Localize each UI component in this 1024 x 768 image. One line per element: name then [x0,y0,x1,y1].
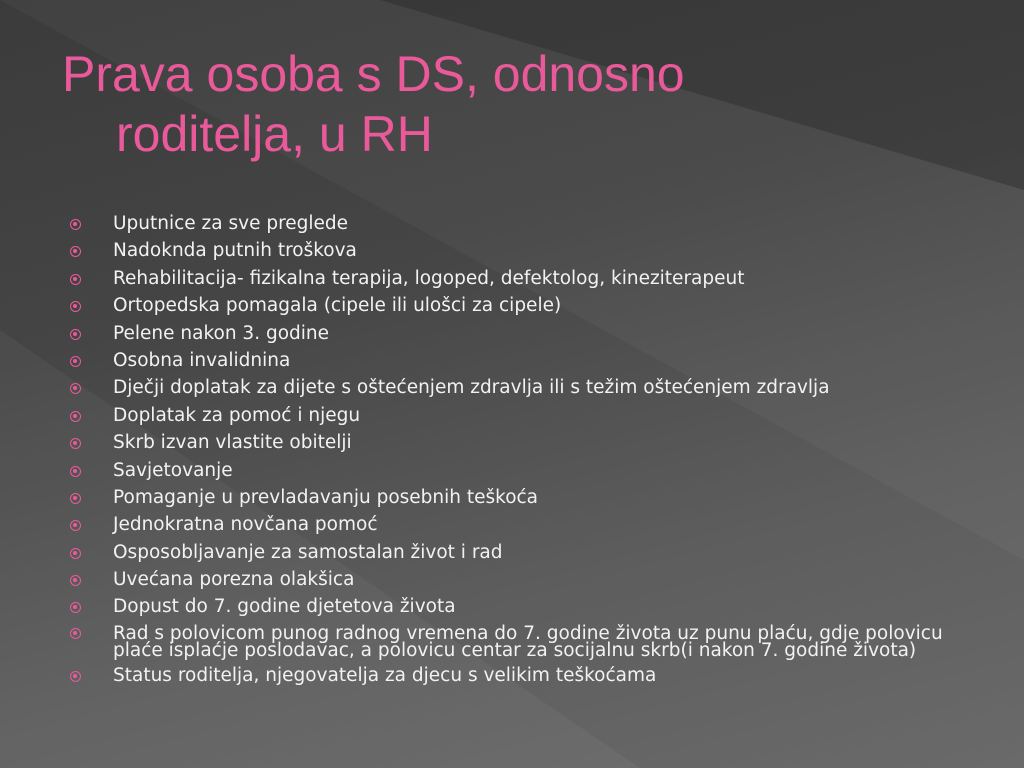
list-item [70,488,970,508]
list-item [70,515,970,535]
circled-dot-bullet-icon [70,219,81,230]
list-item-text: Rehabilitacija- fizikalna terapija, logoped, defektolog, kineziterapeut [113,267,745,289]
list-item-text: Osposobljavanje za samostalan život i rad [113,541,503,563]
circled-dot-bullet-icon [70,411,81,422]
circled-dot-bullet-icon [70,329,81,340]
list-item-text: Jednokratna novčana pomoć [113,514,378,536]
list-item [70,351,970,371]
list-item-text: Skrb izvan vlastite obitelji [113,432,352,454]
list-item-text: Savjetovanje [113,459,233,481]
slide-title-line-1: Prava osoba s DS, odnosno [62,46,685,102]
list-item-text: Nadoknda putnih troškova [113,240,357,262]
list-item-text: Osobna invalidnina [113,349,291,371]
circled-dot-bullet-icon [70,575,81,586]
list-item [70,378,970,398]
circled-dot-bullet-icon [70,628,81,639]
list-item-text: Doplatak za pomoć i njegu [113,404,361,426]
circled-dot-bullet-icon [70,548,81,559]
circled-dot-bullet-icon [70,301,81,312]
circled-dot-bullet-icon [70,520,81,531]
circled-dot-bullet-icon [70,671,81,682]
rights-bullet-list [70,214,970,694]
list-item [70,433,970,453]
list-item [70,406,970,426]
circled-dot-bullet-icon [70,356,81,367]
list-item-text: Status roditelja, njegovatelja za djecu s velikim teškoćama [113,665,657,687]
circled-dot-bullet-icon [70,438,81,449]
list-item [70,241,970,261]
list-item [70,269,970,289]
slide-title-line-2: roditelja, u RH [116,106,433,162]
list-item-text: Uvećana porezna olakšica [113,569,355,591]
list-item [70,461,970,481]
slide-title [62,44,962,164]
list-item-text: Rad s polovicom punog radnog vremena do 7. godine života uz punu plaću, gdje polovicu plaće isplaćje poslodavac, a polovicu centar za socijalnu skrb(i nakon 7. godine života) [113,622,943,661]
list-item-text: Pelene nakon 3. godine [113,322,330,344]
list-item [70,597,970,617]
list-item-text: Dopust do 7. godine djetetova života [113,596,456,618]
list-item [70,570,970,590]
list-item [70,296,970,316]
circled-dot-bullet-icon [70,493,81,504]
circled-dot-bullet-icon [70,466,81,477]
circled-dot-bullet-icon [70,383,81,394]
list-item [70,622,970,661]
list-item [70,324,970,344]
circled-dot-bullet-icon [70,602,81,613]
circled-dot-bullet-icon [70,246,81,257]
list-item [70,543,970,563]
list-item [70,214,970,234]
circled-dot-bullet-icon [70,274,81,285]
list-item-text: Uputnice za sve preglede [113,213,349,234]
list-item-text: Pomaganje u prevladavanju posebnih teškoća [113,486,539,508]
list-item-text: Dječji doplatak za dijete s oštećenjem zdravlja ili s težim oštećenjem zdravlja [113,377,830,399]
list-item [70,666,970,686]
list-item-text: Ortopedska pomagala (cipele ili ulošci za cipele) [113,295,562,317]
